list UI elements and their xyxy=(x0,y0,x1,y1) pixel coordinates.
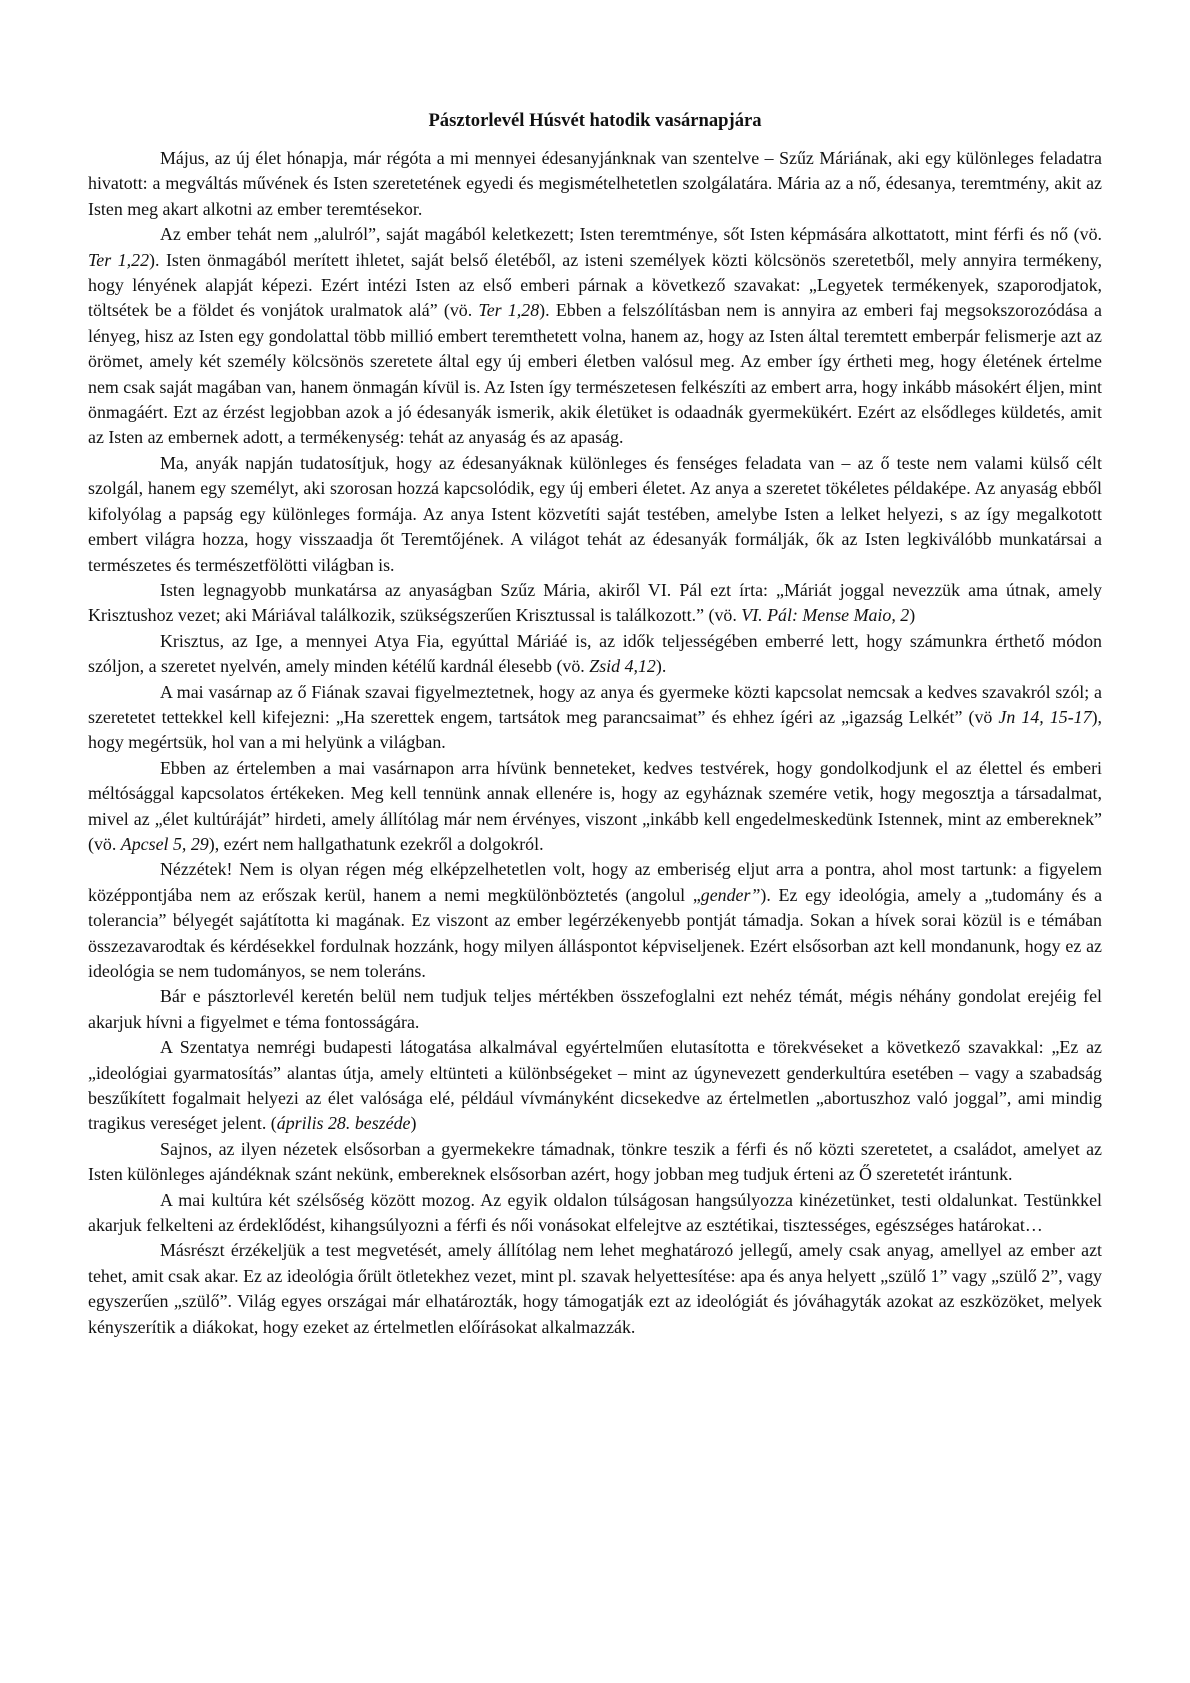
paragraph-text: ). Ebben a felszólításban nem is annyira az emberi faj megsokszorozódása a lényeg, hisz az Isten egy gondolattal több millió embert teremthetett volna, hanem az, hogy az Isten által teremtett emberpár felismerje azt az örömet, amely két személy kölcsönös szeretete által egy új emberi életben valósul meg. Az ember így értheti meg, hogy életének értelme nem csak saját magában van, hanem önmagán kívül is. Az Isten így természetesen felkészíti az embert arra, hogy inkább másokért éljen, mint önmagáért. Ezt az érzést legjobban azok a jó édesanyák ismerik, akik életüket is odaadnák gyermekükért. Ezért az elsődleges küldetés, amit az Isten az embernek adott, a termékenység: tehát az anyaság és az apaság. xyxy=(88,300,1102,448)
paragraph-text: ). xyxy=(655,656,667,677)
document-title: Pásztorlevél Húsvét hatodik vasárnapjára xyxy=(428,110,762,131)
paragraph xyxy=(88,1188,1102,1239)
paragraph-text: A mai kultúra két szélsőség között mozog. Az egyik oldalon túlságosan hangsúlyozza kinézetünket, testi oldalunkat. Testünkkel akarjuk felkelteni az érdeklődést, kihangsúlyozni a férfi és női vonásokat elfelejtve az esztétikai, tisztességes, egészséges határokat… xyxy=(88,1189,1102,1236)
paragraph xyxy=(88,451,1102,578)
document-page xyxy=(88,108,1102,1340)
paragraph-text: A Szentatya nemrégi budapesti látogatása alkalmával egyértelműen elutasította e törekvéseket a következő szavakkal: „Ez az „ideológiai gyarmatosítás” alantas útja, amely eltünteti a különbségeket – mint az úgynevezett genderkultúra esetében – vagy a szabadság beszűkített fogalmait helyezi az élet valósága elé, például vívmányként dicsekedve az értelmetlen „abortuszhoz való joggal”, ami mindig tragikus vereséget jelent. ( xyxy=(88,1037,1102,1134)
paragraph xyxy=(88,756,1102,858)
paragraph-text: Május, az új élet hónapja, már régóta a mi mennyei édesanyjánknak van szentelve – Szűz Máriának, aki egy különleges feladatra hivatott: a megváltás művének és Isten szeretetének egyedi és megismételhetetlen szolgálatára. Mária az a nő, édesanya, teremtmény, akit az Isten meg akart alkotni az ember teremtésekor. xyxy=(88,148,1102,219)
paragraph-text: ), ezért nem hallgathatunk ezekről a dolgokról. xyxy=(208,833,544,854)
paragraph-text: ). Ez egy ideológia, amely a „tudomány és a tolerancia” bélyegét sajátította ki magának. Ez viszont az ember legérzékenyebb pontját támadja. Sokan a hívek sorai közül is e témában összezavarodtak és kérdésekkel fordulnak hozzánk, hogy milyen álláspontot képviseljenek. Ezért elsősorban azt kell mondanunk, hogy ez az ideológia se nem tudományos, se nem toleráns. xyxy=(88,884,1103,981)
paragraph-text: ), hogy megértsük, hol van a mi helyünk a világban. xyxy=(88,706,1103,753)
paragraph xyxy=(88,578,1102,629)
citation-text: Zsid 4,12 xyxy=(589,656,656,677)
citation-text: április 28. beszéde xyxy=(276,1113,411,1134)
citation-text: VI. Pál: Mense Maio, 2 xyxy=(741,605,910,626)
citation-text: Ter 1,22 xyxy=(88,249,150,270)
paragraph-text: Krisztus, az Ige, a mennyei Atya Fia, egyúttal Máriáé is, az idők teljességében emberré lett, hogy számunkra érthető módon szóljon, a szeretet nyelvén, amely minden kétélű kardnál élesebb (vö. xyxy=(88,630,1102,677)
paragraph-text: Bár e pásztorlevél keretén belül nem tudjuk teljes mértékben összefoglalni ezt nehéz témát, mégis néhány gondolat erejéig fel akarjuk hívni a figyelmet e téma fontosságára. xyxy=(88,986,1102,1032)
citation-text: gender” xyxy=(700,884,761,905)
paragraph-text: ) xyxy=(410,1113,417,1134)
document-body xyxy=(88,146,1102,1340)
paragraph-text: ). Isten önmagából merített ihletet, saját belső életéből, az isteni személyek közti kölcsönös szeretetből, mely annyira termékeny, hogy lényének alapját képezi. Ezért intézi Isten az első emberi párnak a következő szavakat: „Legyetek termékenyek, szaporodjatok, töltsétek be a földet és vonjátok uralmatok alá” (vö. xyxy=(88,249,1102,321)
citation-text: Apcsel 5, 29 xyxy=(120,833,209,854)
paragraph xyxy=(88,629,1102,680)
citation-text: Jn 14, 15-17 xyxy=(998,706,1092,727)
paragraph xyxy=(88,857,1102,984)
paragraph-text: Ebben az értelemben a mai vasárnapon arra hívünk benneteket, kedves testvérek, hogy gondolkodjunk el az élettel és emberi méltósággal kapcsolatos értékeken. Meg kell tennünk annak ellenére is, hogy az egyháznak szemére vetik, hogy megosztja a társadalmat, mivel az „élet kultúráját” hirdeti, amely állítólag már nem érvényes, viszont „inkább kell engedelmeskedünk Istennek, mint az embereknek” (vö. xyxy=(88,757,1102,854)
paragraph xyxy=(88,1035,1102,1137)
citation-text: Ter 1,28 xyxy=(478,300,540,321)
paragraph-text: Sajnos, az ilyen nézetek elsősorban a gyermekekre támadnak, tönkre teszik a férfi és nő közti szeretetet, a családot, amelyet az Isten különleges ajándéknak szánt nekünk, embereknek elsősorban azért, hogy jobban meg tudjuk érteni az Ő szeretetét irántunk. xyxy=(88,1138,1102,1185)
paragraph xyxy=(88,146,1102,222)
paragraph xyxy=(88,1137,1102,1188)
paragraph-text: ) xyxy=(909,605,916,626)
paragraph-text: Isten legnagyobb munkatársa az anyaságban Szűz Mária, akiről VI. Pál ezt írta: „Máriát joggal nevezzük ama útnak, amely Krisztushoz vezet; aki Máriával találkozik, szükségszerűen Krisztussal is találkozott.” (vö. xyxy=(88,579,1102,626)
paragraph-text: A mai vasárnap az ő Fiának szavai figyelmeztetnek, hogy az anya és gyermeke közti kapcsolat nemcsak a kedves szavakról szól; a szeretetet tettekkel kell kifejezni: „Ha szerettek engem, tartsátok meg parancsaimat” és ehhez ígéri az „igazság Lelkét” (vö xyxy=(88,681,1102,727)
paragraph-text: Az ember tehát nem „alulról”, saját magából keletkezett; Isten teremtménye, sőt Isten képmására alkottatott, mint férfi és nő (vö. xyxy=(160,224,1102,245)
paragraph-text: Nézzétek! Nem is olyan régen még elképzelhetetlen volt, hogy az emberiség eljut arra a pontra, ahol most tartunk: a figyelem középpontjába nem az erőszak kerül, hanem a nemi megkülönböztetés (angolul „ xyxy=(88,859,1102,905)
paragraph xyxy=(88,984,1102,1035)
paragraph xyxy=(88,1238,1102,1340)
paragraph xyxy=(88,222,1102,451)
paragraph-text: Ma, anyák napján tudatosítjuk, hogy az édesanyáknak különleges és fenséges feladata van – az ő teste nem valami külső célt szolgál, hanem egy személyt, aki szorosan hozzá kapcsolódik, egy új emberi életet. Az anya a szeretet tökéletes példaképe. Az anyaság ebből kifolyólag a papság egy különleges formája. Az anya Istent közvetíti saját testében, amelybe Isten a lelket helyezi, s az így megalkotott embert világra hozza, hogy visszaadja őt Teremtőjének. A világot tehát az édesanyák formálják, ők az Isten legkiválóbb munkatársai a természetes és természetfölötti világban is. xyxy=(88,452,1102,575)
paragraph-text: Másrészt érzékeljük a test megvetését, amely állítólag nem lehet meghatározó jellegű, amely csak anyag, amellyel az ember azt tehet, amit csak akar. Ez az ideológia őrült ötletekhez vezet, mint pl. szavak helyettesítése: apa és anya helyett „szülő 1” vagy „szülő 2”, vagy egyszerűen „szülő”. Világ egyes országai már elhatározták, hogy támogatják ezt az ideológiát és jóváhagyták azokat az eszközöket, melyek kényszerítik a diákokat, hogy ezeket az értelmetlen előírásokat alkalmazzák. xyxy=(88,1240,1102,1337)
paragraph xyxy=(88,680,1102,756)
